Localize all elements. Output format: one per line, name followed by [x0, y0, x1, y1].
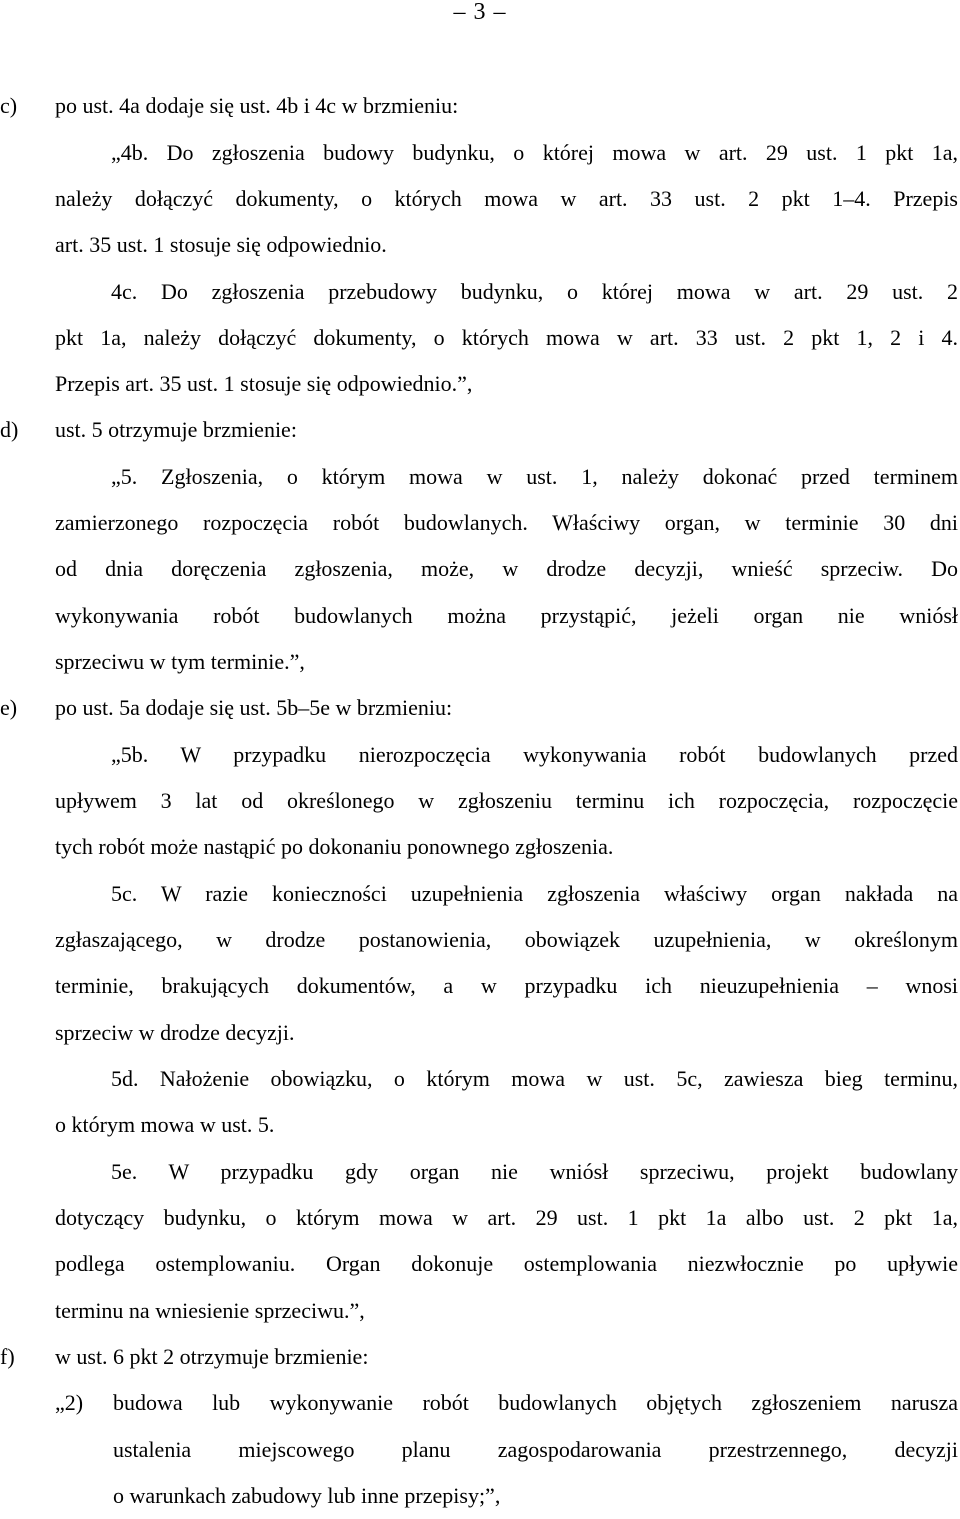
paragraph-5-text: wykonywania robót budowlanych można przystąpić, jeżeli organ nie wniósł [55, 603, 958, 628]
paragraph-4c-line [0, 268, 960, 315]
item-d-intro: ust. 5 otrzymuje brzmienie: [55, 417, 297, 442]
paragraph-4c-line [0, 360, 960, 407]
paragraph-5b-line [0, 777, 960, 824]
paragraph-5e-line [0, 1287, 960, 1334]
paragraph-5d-text: o którym mowa w ust. 5. [55, 1112, 275, 1137]
item-e-intro: po ust. 5a dodaje się ust. 5b–5e w brzmieniu: [55, 695, 453, 720]
paragraph-4c-text: 4c. Do zgłoszenia przebudowy budynku, o której mowa w art. 29 ust. 2 [111, 279, 958, 304]
paragraph-5-line [0, 592, 960, 639]
item-f-label: f) [0, 1344, 15, 1369]
paragraph-5-text: zamierzonego rozpoczęcia robót budowlanych. Właściwy organ, w terminie 30 dni [55, 510, 958, 535]
point-2-label: „2) [55, 1390, 84, 1415]
paragraph-5d-line [0, 1055, 960, 1102]
paragraph-5c-line [0, 916, 960, 963]
item-e-line [0, 684, 960, 731]
item-e-label: e) [0, 695, 18, 720]
paragraph-5-line [0, 638, 960, 685]
point-2-text: ustalenia miejscowego planu zagospodarowania przestrzennego, decyzji [113, 1437, 958, 1462]
paragraph-5c-line [0, 870, 960, 917]
paragraph-5c-line [0, 1009, 960, 1056]
item-f-intro: w ust. 6 pkt 2 otrzymuje brzmienie: [55, 1344, 369, 1369]
paragraph-5c-line [0, 962, 960, 1009]
paragraph-5c-text: 5c. W razie konieczności uzupełnienia zgłoszenia właściwy organ nakłada na [111, 881, 958, 906]
paragraph-5e-line [0, 1148, 960, 1195]
item-c-label: c) [0, 93, 18, 118]
paragraph-4b-text: należy dołączyć dokumenty, o których mowa w art. 33 ust. 2 pkt 1–4. Przepis [55, 186, 958, 211]
point-2-line [0, 1426, 960, 1473]
item-f-line [0, 1333, 960, 1380]
paragraph-5b-text: tych robót może nastąpić po dokonaniu ponownego zgłoszenia. [55, 834, 614, 859]
paragraph-4b-line [0, 175, 960, 222]
paragraph-5b-text: „5b. W przypadku nierozpoczęcia wykonywania robót budowlanych przed [111, 742, 958, 767]
paragraph-4b-text: art. 35 ust. 1 stosuje się odpowiednio. [55, 232, 387, 257]
point-2-line [0, 1379, 960, 1426]
paragraph-5e-line [0, 1240, 960, 1287]
paragraph-5d-text: 5d. Nałożenie obowiązku, o którym mowa w ust. 5c, zawiesza bieg terminu, [111, 1066, 958, 1091]
paragraph-4b-text: „4b. Do zgłoszenia budowy budynku, o której mowa w art. 29 ust. 1 pkt 1a, [111, 140, 958, 165]
paragraph-4c-text: pkt 1a, należy dołączyć dokumenty, o których mowa w art. 33 ust. 2 pkt 1, 2 i 4. [55, 325, 958, 350]
paragraph-5e-text: 5e. W przypadku gdy organ nie wniósł sprzeciwu, projekt budowlany [111, 1159, 958, 1184]
paragraph-5-line [0, 499, 960, 546]
paragraph-4b-line [0, 129, 960, 176]
paragraph-4c-line [0, 314, 960, 361]
item-c-intro: po ust. 4a dodaje się ust. 4b i 4c w brzmieniu: [55, 93, 459, 118]
paragraph-5b-line [0, 731, 960, 778]
item-d-line [0, 406, 960, 453]
paragraph-5b-text: upływem 3 lat od określonego w zgłoszeniu terminu ich rozpoczęcia, rozpoczęcie [55, 788, 958, 813]
paragraph-5c-text: terminie, brakujących dokumentów, a w przypadku ich nieuzupełnienia – wnosi [55, 973, 958, 998]
paragraph-5-line [0, 453, 960, 500]
paragraph-5-text: „5. Zgłoszenia, o którym mowa w ust. 1, należy dokonać przed terminem [111, 464, 958, 489]
paragraph-5d-line [0, 1101, 960, 1148]
page-number: – 3 – [453, 0, 507, 25]
item-c-line [0, 82, 960, 129]
paragraph-5c-text: sprzeciw w drodze decyzji. [55, 1020, 295, 1045]
paragraph-5-text: od dnia doręczenia zgłoszenia, może, w drodze decyzji, wnieść sprzeciw. Do [55, 556, 958, 581]
paragraph-5-text: sprzeciwu w tym terminie.”, [55, 649, 305, 674]
item-d-label: d) [0, 417, 19, 442]
paragraph-5b-line [0, 823, 960, 870]
paragraph-4c-text: Przepis art. 35 ust. 1 stosuje się odpowiednio.”, [55, 371, 473, 396]
paragraph-5e-text: terminu na wniesienie sprzeciwu.”, [55, 1298, 365, 1323]
paragraph-5e-line [0, 1194, 960, 1241]
point-2-text: budowa lub wykonywanie robót budowlanych objętych zgłoszeniem narusza [113, 1390, 958, 1415]
point-2-text: o warunkach zabudowy lub inne przepisy;”, [113, 1483, 501, 1508]
point-2-line [0, 1472, 960, 1519]
paragraph-5c-text: zgłaszającego, w drodze postanowienia, obowiązek uzupełnienia, w określonym [55, 927, 958, 952]
paragraph-4b-line [0, 221, 960, 268]
paragraph-5-line [0, 545, 960, 592]
paragraph-5e-text: dotyczący budynku, o którym mowa w art. 29 ust. 1 pkt 1a albo ust. 2 pkt 1a, [55, 1205, 958, 1230]
paragraph-5e-text: podlega ostemplowaniu. Organ dokonuje ostemplowania niezwłocznie po upływie [55, 1251, 958, 1276]
